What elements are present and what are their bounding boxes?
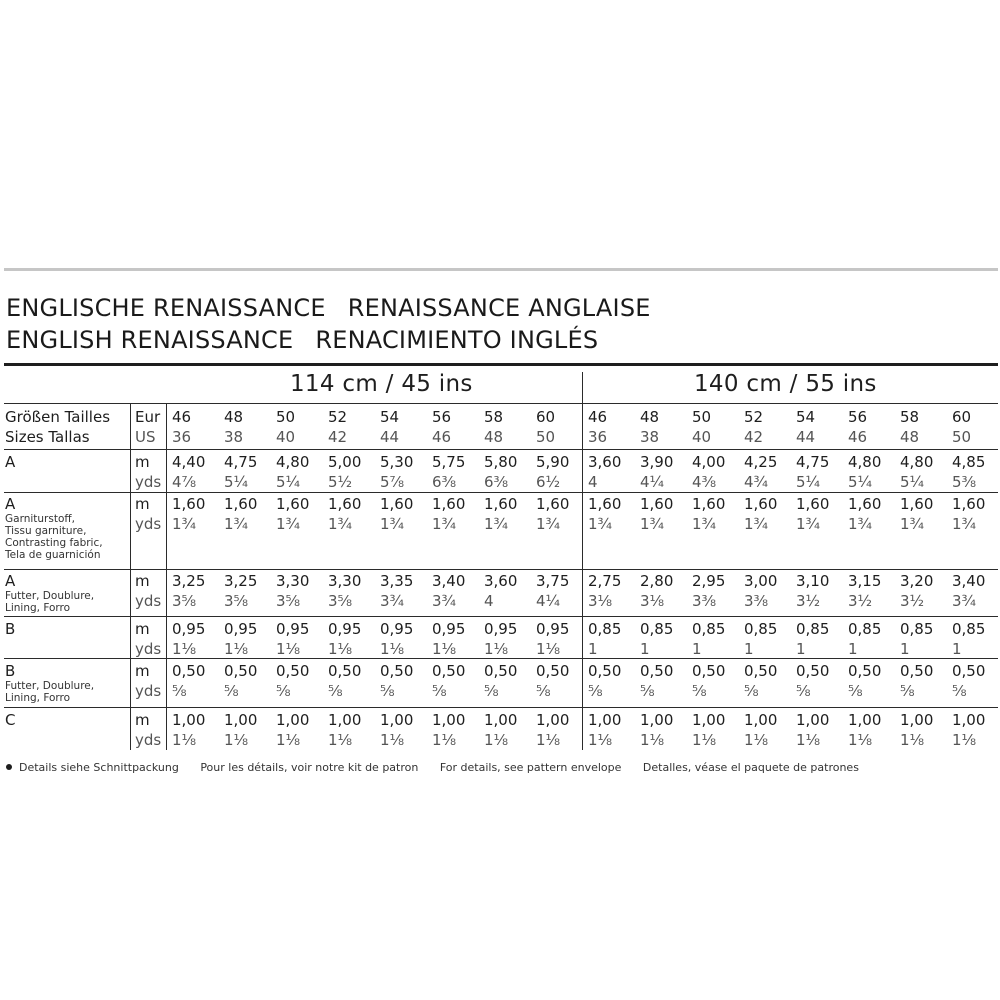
sizes-label-line2: Sizes Tallas: [5, 428, 90, 446]
yards-value: 3½: [796, 592, 821, 610]
unit-meters: m: [135, 662, 150, 680]
footnote-english: For details, see pattern envelope: [439, 761, 622, 774]
meters-value: 0,50: [588, 662, 622, 680]
meters-value: 0,50: [380, 662, 414, 680]
fabric-width-140: 140 cm / 55 ins: [694, 371, 877, 397]
footnote-german: Details siehe Schnittpackung: [6, 761, 179, 774]
column-rule-width-divider: [582, 372, 583, 750]
yards-value: 5¼: [900, 473, 925, 491]
bullet-icon: [6, 764, 12, 770]
footnote-french: Pour les détails, voir notre kit de patron: [200, 761, 419, 774]
top-divider: [4, 268, 998, 271]
yards-value: 1⅛: [224, 731, 249, 749]
yards-value: 1⅛: [328, 640, 353, 658]
yards-value: 1⅛: [692, 731, 717, 749]
yards-value: 4¾: [744, 473, 769, 491]
meters-value: 1,60: [796, 495, 830, 513]
title-french: RENAISSANCE ANGLAISE: [347, 294, 651, 322]
size-eur: 54: [380, 408, 400, 426]
unit-yards: yds: [135, 592, 162, 610]
meters-value: 2,80: [640, 572, 674, 590]
meters-value: 1,60: [432, 495, 466, 513]
meters-value: 1,00: [380, 711, 414, 729]
yards-value: 1: [588, 640, 598, 658]
size-eur: 46: [588, 408, 608, 426]
yards-value: 1⅛: [276, 640, 301, 658]
meters-value: 0,95: [328, 620, 362, 638]
yards-value: 6½: [536, 473, 561, 491]
yards-value: 1¾: [484, 515, 509, 533]
meters-value: 2,75: [588, 572, 622, 590]
yards-value: 1⅛: [484, 640, 509, 658]
size-eur: 58: [484, 408, 504, 426]
yards-value: 1⅛: [952, 731, 977, 749]
yards-value: 5⅜: [952, 473, 977, 491]
view-label: B: [5, 662, 16, 680]
yards-value: 3⅛: [588, 592, 613, 610]
title-underline: [4, 363, 998, 366]
meters-value: 1,60: [744, 495, 778, 513]
us-label: US: [135, 428, 156, 446]
size-eur: 56: [432, 408, 452, 426]
yards-value: 1⅛: [380, 640, 405, 658]
yards-value: 1⅛: [796, 731, 821, 749]
yards-value: 1¾: [328, 515, 353, 533]
yards-value: 3⅝: [328, 592, 353, 610]
meters-value: 3,75: [536, 572, 570, 590]
yards-value: 1¾: [952, 515, 977, 533]
yards-value: 1¾: [692, 515, 717, 533]
yards-value: ⅝: [952, 682, 967, 700]
yards-value: 4: [484, 592, 494, 610]
meters-value: 3,60: [484, 572, 518, 590]
yards-value: 3½: [848, 592, 873, 610]
yards-value: 1⅛: [172, 731, 197, 749]
sizes-label-line1: Größen Tailles: [5, 408, 111, 426]
meters-value: 1,60: [224, 495, 258, 513]
meters-value: 1,60: [640, 495, 674, 513]
meters-value: 4,80: [900, 453, 934, 471]
yards-value: ⅝: [900, 682, 915, 700]
meters-value: 0,95: [276, 620, 310, 638]
meters-value: 0,50: [432, 662, 466, 680]
meters-value: 3,90: [640, 453, 674, 471]
meters-value: 1,00: [484, 711, 518, 729]
row-separator: [4, 707, 998, 708]
yards-value: 6⅜: [432, 473, 457, 491]
yards-value: 5⅞: [380, 473, 405, 491]
meters-value: 4,75: [224, 453, 258, 471]
yards-value: 1⅛: [432, 640, 457, 658]
yards-value: ⅝: [796, 682, 811, 700]
row-separator: [4, 616, 998, 617]
yards-value: 3¾: [380, 592, 405, 610]
meters-value: 1,60: [536, 495, 570, 513]
meters-value: 1,60: [380, 495, 414, 513]
size-eur: 60: [536, 408, 556, 426]
yards-value: 5½: [328, 473, 353, 491]
meters-value: 5,30: [380, 453, 414, 471]
yards-value: ⅝: [432, 682, 447, 700]
yards-value: 1: [952, 640, 962, 658]
meters-value: 0,50: [276, 662, 310, 680]
meters-value: 1,00: [692, 711, 726, 729]
yards-value: ⅝: [536, 682, 551, 700]
meters-value: 0,50: [640, 662, 674, 680]
footnote: [6, 761, 877, 774]
meters-value: 1,00: [328, 711, 362, 729]
yards-value: 1: [900, 640, 910, 658]
meters-value: 1,00: [952, 711, 986, 729]
meters-value: 0,85: [640, 620, 674, 638]
yards-value: 1⅛: [536, 640, 561, 658]
size-us: 40: [276, 428, 296, 446]
yards-value: 1⅛: [640, 731, 665, 749]
size-us: 48: [900, 428, 920, 446]
meters-value: 1,00: [848, 711, 882, 729]
meters-value: 1,00: [172, 711, 206, 729]
size-us: 38: [640, 428, 660, 446]
meters-value: 1,60: [276, 495, 310, 513]
yards-value: 5¼: [276, 473, 301, 491]
title-line-1: [6, 294, 651, 322]
meters-value: 0,95: [224, 620, 258, 638]
meters-value: 1,00: [536, 711, 570, 729]
yards-value: 1¾: [744, 515, 769, 533]
yards-value: 4⅞: [172, 473, 197, 491]
meters-value: 0,50: [484, 662, 518, 680]
meters-value: 0,95: [172, 620, 206, 638]
yards-value: 4¼: [640, 473, 665, 491]
meters-value: 0,95: [484, 620, 518, 638]
yards-value: 3¾: [952, 592, 977, 610]
meters-value: 3,60: [588, 453, 622, 471]
yards-value: 1⅛: [432, 731, 457, 749]
meters-value: 1,00: [640, 711, 674, 729]
fabric-description: Lining, Forro: [5, 602, 71, 614]
yards-value: 1¾: [900, 515, 925, 533]
size-us: 50: [952, 428, 972, 446]
meters-value: 0,50: [744, 662, 778, 680]
yards-value: 1⅛: [172, 640, 197, 658]
yards-value: 3⅝: [224, 592, 249, 610]
meters-value: 0,95: [432, 620, 466, 638]
meters-value: 3,25: [224, 572, 258, 590]
yards-value: 1¾: [276, 515, 301, 533]
meters-value: 0,50: [536, 662, 570, 680]
size-eur: 46: [172, 408, 192, 426]
size-eur: 48: [640, 408, 660, 426]
fabric-description: Futter, Doublure,: [5, 590, 95, 602]
yards-value: 3½: [900, 592, 925, 610]
column-rule-values: [166, 404, 167, 750]
yards-value: ⅝: [276, 682, 291, 700]
size-us: 46: [432, 428, 452, 446]
yards-value: ⅝: [692, 682, 707, 700]
meters-value: 3,25: [172, 572, 206, 590]
view-label: A: [5, 495, 16, 513]
meters-value: 4,25: [744, 453, 778, 471]
yards-value: 1⅛: [848, 731, 873, 749]
meters-value: 1,60: [484, 495, 518, 513]
view-label: A: [5, 572, 16, 590]
yards-value: ⅝: [224, 682, 239, 700]
unit-yards: yds: [135, 640, 162, 658]
meters-value: 2,95: [692, 572, 726, 590]
yards-value: 5¼: [848, 473, 873, 491]
meters-value: 4,75: [796, 453, 830, 471]
fabric-description: Lining, Forro: [5, 692, 71, 704]
meters-value: 0,50: [796, 662, 830, 680]
meters-value: 1,60: [692, 495, 726, 513]
meters-value: 3,40: [432, 572, 466, 590]
unit-yards: yds: [135, 682, 162, 700]
rule-under-sizes: [4, 449, 998, 450]
yards-value: 1⅛: [536, 731, 561, 749]
column-rule-units: [130, 404, 131, 750]
unit-yards: yds: [135, 473, 162, 491]
size-eur: 48: [224, 408, 244, 426]
fabric-description: Garniturstoff,: [5, 513, 75, 525]
meters-value: 3,00: [744, 572, 778, 590]
meters-value: 4,80: [276, 453, 310, 471]
meters-value: 0,85: [952, 620, 986, 638]
size-eur: 58: [900, 408, 920, 426]
size-eur: 52: [328, 408, 348, 426]
yards-value: 1¾: [432, 515, 457, 533]
fabric-description: Tissu garniture,: [5, 525, 87, 537]
size-us: 42: [328, 428, 348, 446]
meters-value: 1,00: [276, 711, 310, 729]
meters-value: 3,40: [952, 572, 986, 590]
yards-value: 1¾: [640, 515, 665, 533]
meters-value: 1,60: [952, 495, 986, 513]
yards-value: 3¾: [432, 592, 457, 610]
unit-meters: m: [135, 495, 150, 513]
meters-value: 1,00: [900, 711, 934, 729]
yards-value: 1⅛: [744, 731, 769, 749]
meters-value: 0,85: [848, 620, 882, 638]
yards-value: 5¼: [224, 473, 249, 491]
meters-value: 0,50: [328, 662, 362, 680]
meters-value: 1,60: [900, 495, 934, 513]
size-eur: 50: [276, 408, 296, 426]
meters-value: 1,60: [848, 495, 882, 513]
meters-value: 3,30: [276, 572, 310, 590]
title-english: ENGLISH RENAISSANCE: [6, 326, 294, 354]
size-us: 36: [588, 428, 608, 446]
unit-meters: m: [135, 620, 150, 638]
yards-value: 1⅛: [328, 731, 353, 749]
meters-value: 4,85: [952, 453, 986, 471]
meters-value: 1,00: [588, 711, 622, 729]
yards-value: 1: [744, 640, 754, 658]
size-us: 36: [172, 428, 192, 446]
meters-value: 0,50: [952, 662, 986, 680]
size-eur: 52: [744, 408, 764, 426]
yards-value: 4: [588, 473, 598, 491]
size-us: 50: [536, 428, 556, 446]
meters-value: 5,75: [432, 453, 466, 471]
meters-value: 1,60: [588, 495, 622, 513]
size-us: 46: [848, 428, 868, 446]
row-separator: [4, 658, 998, 659]
yards-value: 5¼: [796, 473, 821, 491]
yards-value: ⅝: [172, 682, 187, 700]
yards-value: 1¾: [536, 515, 561, 533]
yards-value: 1⅛: [588, 731, 613, 749]
fabric-description: Futter, Doublure,: [5, 680, 95, 692]
yards-value: 1⅛: [224, 640, 249, 658]
yards-value: 3⅛: [640, 592, 665, 610]
yards-value: ⅝: [640, 682, 655, 700]
meters-value: 4,00: [692, 453, 726, 471]
row-separator: [4, 492, 998, 493]
meters-value: 0,50: [848, 662, 882, 680]
meters-value: 0,95: [536, 620, 570, 638]
yards-value: 1¾: [588, 515, 613, 533]
meters-value: 0,85: [744, 620, 778, 638]
view-label: C: [5, 711, 16, 729]
yards-value: 3⅜: [744, 592, 769, 610]
size-eur: 54: [796, 408, 816, 426]
meters-value: 1,00: [224, 711, 258, 729]
yards-value: 1⅛: [276, 731, 301, 749]
size-eur: 50: [692, 408, 712, 426]
title-german: ENGLISCHE RENAISSANCE: [6, 294, 326, 322]
yards-value: 1: [848, 640, 858, 658]
meters-value: 5,80: [484, 453, 518, 471]
eur-label: Eur: [135, 408, 161, 426]
view-label: B: [5, 620, 16, 638]
size-eur: 60: [952, 408, 972, 426]
unit-meters: m: [135, 572, 150, 590]
meters-value: 3,35: [380, 572, 414, 590]
size-us: 42: [744, 428, 764, 446]
meters-value: 1,00: [432, 711, 466, 729]
meters-value: 1,60: [172, 495, 206, 513]
meters-value: 5,00: [328, 453, 362, 471]
meters-value: 0,50: [224, 662, 258, 680]
view-label: A: [5, 453, 16, 471]
yards-value: 6⅜: [484, 473, 509, 491]
meters-value: 3,15: [848, 572, 882, 590]
meters-value: 3,30: [328, 572, 362, 590]
yards-value: ⅝: [848, 682, 863, 700]
size-us: 44: [380, 428, 400, 446]
meters-value: 4,40: [172, 453, 206, 471]
yards-value: ⅝: [588, 682, 603, 700]
yards-value: ⅝: [380, 682, 395, 700]
yards-value: ⅝: [328, 682, 343, 700]
meters-value: 0,85: [900, 620, 934, 638]
meters-value: 0,95: [380, 620, 414, 638]
yards-value: 1¾: [796, 515, 821, 533]
yards-value: 1¾: [172, 515, 197, 533]
size-eur: 56: [848, 408, 868, 426]
rule-under-widths: [4, 403, 998, 404]
meters-value: 3,10: [796, 572, 830, 590]
yards-value: ⅝: [484, 682, 499, 700]
size-us: 38: [224, 428, 244, 446]
title-line-2: [6, 326, 598, 354]
size-us: 48: [484, 428, 504, 446]
title-spanish: RENACIMIENTO INGLÉS: [315, 326, 599, 354]
yards-value: ⅝: [744, 682, 759, 700]
fabric-width-114: 114 cm / 45 ins: [290, 371, 473, 397]
meters-value: 4,80: [848, 453, 882, 471]
meters-value: 0,85: [588, 620, 622, 638]
yards-value: 1¾: [224, 515, 249, 533]
yards-value: 1: [796, 640, 806, 658]
meters-value: 1,00: [796, 711, 830, 729]
footnote-spanish: Detalles, véase el paquete de patrones: [642, 761, 859, 774]
size-us: 40: [692, 428, 712, 446]
meters-value: 0,85: [796, 620, 830, 638]
meters-value: 0,50: [692, 662, 726, 680]
yards-value: 1⅛: [484, 731, 509, 749]
meters-value: 5,90: [536, 453, 570, 471]
meters-value: 0,50: [172, 662, 206, 680]
fabric-description: Contrasting fabric,: [5, 537, 103, 549]
meters-value: 0,50: [900, 662, 934, 680]
yards-value: 3⅝: [172, 592, 197, 610]
yards-value: 1⅛: [380, 731, 405, 749]
meters-value: 1,60: [328, 495, 362, 513]
meters-value: 1,00: [744, 711, 778, 729]
yards-value: 1¾: [380, 515, 405, 533]
yards-value: 1⅛: [900, 731, 925, 749]
yards-value: 4¼: [536, 592, 561, 610]
unit-meters: m: [135, 711, 150, 729]
size-us: 44: [796, 428, 816, 446]
unit-yards: yds: [135, 731, 162, 749]
meters-value: 3,20: [900, 572, 934, 590]
meters-value: 0,85: [692, 620, 726, 638]
fabric-description: Tela de guarnición: [5, 549, 101, 561]
yards-value: 1¾: [848, 515, 873, 533]
row-separator: [4, 569, 998, 570]
yards-value: 3⅝: [276, 592, 301, 610]
yards-value: 1: [692, 640, 702, 658]
yards-value: 1: [640, 640, 650, 658]
yards-value: 3⅜: [692, 592, 717, 610]
unit-yards: yds: [135, 515, 162, 533]
unit-meters: m: [135, 453, 150, 471]
yards-value: 4⅜: [692, 473, 717, 491]
